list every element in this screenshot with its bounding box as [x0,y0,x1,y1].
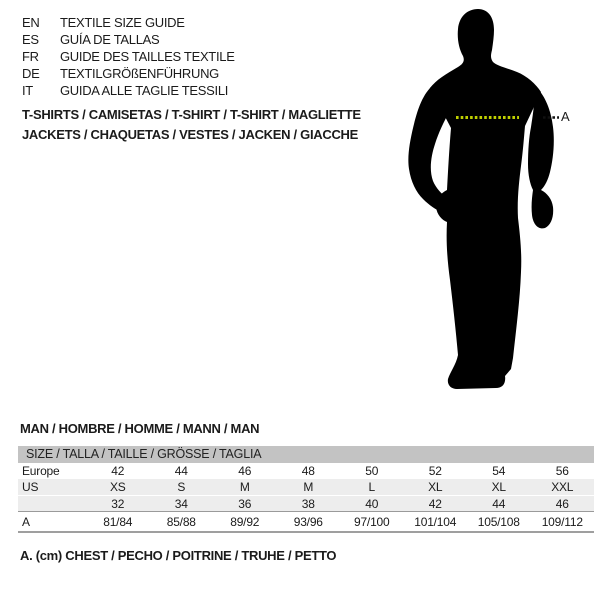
table-row-numeric [18,495,594,511]
language-row-en [22,14,235,31]
language-list [22,14,235,99]
size-cell: 85/88 [166,515,196,529]
language-row-it [22,82,235,99]
size-cell: 46 [555,497,569,511]
size-cell: 101/104 [414,515,457,529]
size-cell: 44 [174,464,188,478]
language-label: TEXTILGRÖßENFÜHRUNG [60,66,219,81]
size-cell: 109/112 [541,515,583,529]
size-cell: 48 [301,464,315,478]
size-cell: XXL [551,480,574,494]
size-cell: 46 [238,464,252,478]
size-table-header: SIZE / TALLA / TAILLE / GRÖSSE / TAGLIA [18,446,594,463]
garment-category-heading [22,105,361,145]
size-cell: L [368,480,375,494]
size-cell: 40 [365,497,379,511]
size-cell: 105/108 [477,515,520,529]
size-cell: M [303,480,314,494]
size-cell: 93/96 [293,515,323,529]
size-cell: 42 [111,464,125,478]
size-cell: XS [109,480,126,494]
size-cell: 38 [301,497,315,511]
size-cell: 34 [174,497,188,511]
language-label: GUÍA DE TALLAS [60,32,160,47]
row-label: A [22,515,30,529]
row-label: Europe [22,464,60,478]
size-cell: 97/100 [353,515,390,529]
size-cell: 42 [428,497,442,511]
category-line-tshirts: T-SHIRTS / CAMISETAS / T-SHIRT / T-SHIRT / MAGLIETTE [22,107,361,122]
man-figure [395,0,600,430]
language-code: ES [22,32,39,47]
language-code: EN [22,15,40,30]
language-row-de [22,65,235,82]
size-cell: XL [428,480,443,494]
section-title-man: MAN / HOMBRE / HOMME / MANN / MAN [20,421,260,436]
footnote-chest-measure: A. (cm) CHEST / PECHO / POITRINE / TRUHE / PETTO [20,548,337,563]
measurement-a-label: A [561,109,570,124]
size-cell: 81/84 [103,515,133,529]
language-label: GUIDA ALLE TAGLIE TESSILI [60,83,229,98]
size-cell: 50 [365,464,379,478]
language-row-fr [22,48,235,65]
size-cell: XL [491,480,506,494]
category-line-jackets: JACKETS / CHAQUETAS / VESTES / JACKEN / GIACCHE [22,127,358,142]
size-cell: M [239,480,250,494]
table-row-europe [18,463,594,479]
table-row-us [18,479,594,495]
language-code: IT [22,83,33,98]
size-cell: 44 [492,497,506,511]
language-label: TEXTILE SIZE GUIDE [60,15,185,30]
size-cell: 56 [555,464,569,478]
size-table [18,446,594,533]
language-code: FR [22,49,39,64]
language-code: DE [22,66,40,81]
row-label: US [22,480,39,494]
size-cell: 54 [492,464,506,478]
size-cell: 32 [111,497,125,511]
language-row-es [22,31,235,48]
size-cell: 52 [428,464,442,478]
size-cell: 36 [238,497,252,511]
size-cell: 89/92 [230,515,260,529]
table-row-chest-a [18,511,594,531]
language-label: GUIDE DES TAILLES TEXTILE [60,49,235,64]
size-cell: S [177,480,186,494]
row-label [18,496,86,511]
man-silhouette-svg [395,0,600,430]
